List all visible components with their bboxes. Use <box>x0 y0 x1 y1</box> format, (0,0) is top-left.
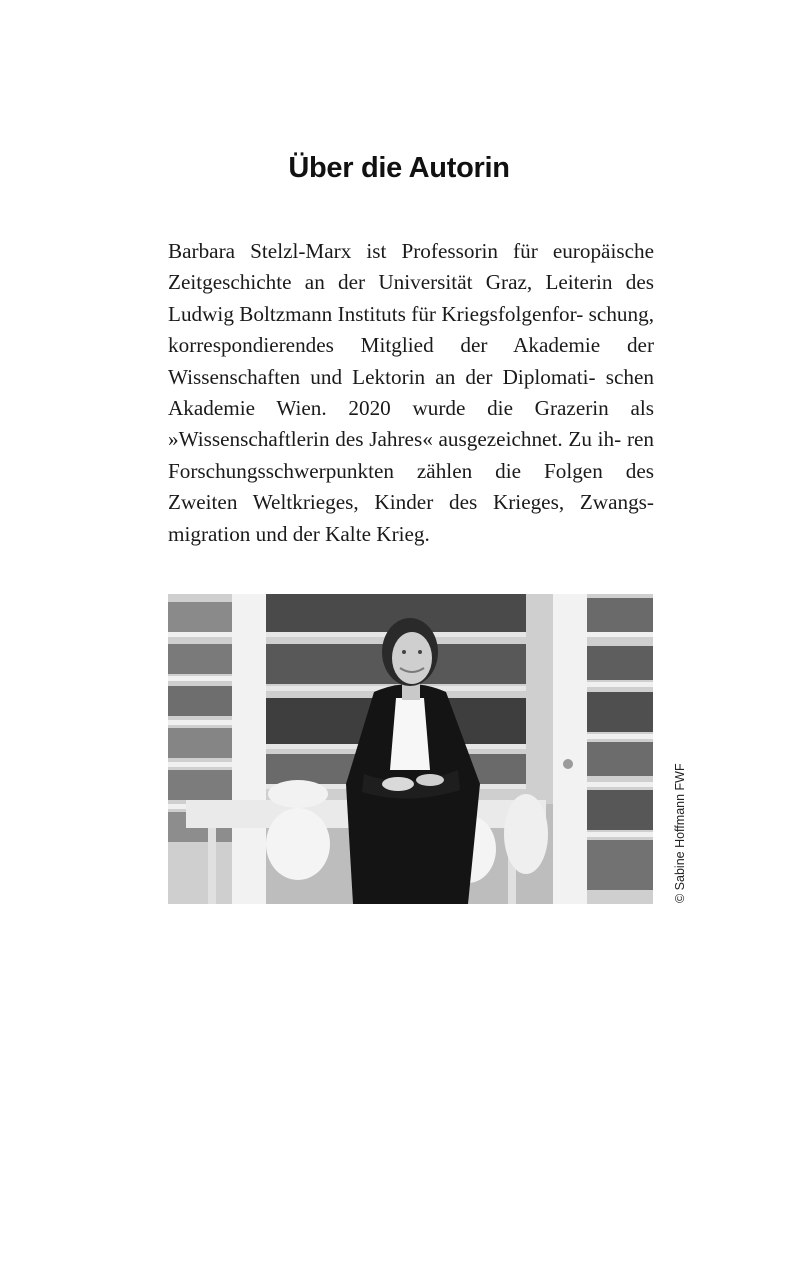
bio-line: Zweiten Weltkrieges, Kinder des Krieges, Zwangs- <box>168 490 654 515</box>
bio-line: Barbara Stelzl-Marx ist Professorin für europäische <box>168 239 654 263</box>
bio-line: »Wissenschaftlerin des Jahres« ausgezeichnet. Zu ih- <box>168 427 622 452</box>
bio-line: schen Akademie Wien. 2020 wurde die Grazerin als <box>168 364 655 421</box>
bio-line: schung, korrespondierendes Mitglied der Akademie <box>168 301 654 358</box>
author-bio <box>168 236 654 550</box>
bio-line: Ludwig Boltzmann Instituts für Kriegsfolgenfor- <box>168 301 584 326</box>
bio-line: ren Forschungsschwerpunkten zählen die Folgen des <box>168 427 655 483</box>
bio-line: migration und der Kalte Krieg. <box>168 521 430 546</box>
author-photo-illustration <box>168 594 653 904</box>
bio-line: der Wissenschaften und Lektorin an der Diplomati- <box>168 333 655 389</box>
photo-credit: © Sabine Hoffmann FWF <box>673 763 687 903</box>
bio-line: Zeitgeschichte an der Universität Graz, Leiterin des <box>168 270 654 295</box>
author-photo <box>168 594 653 904</box>
page-title: Über die Autorin <box>288 152 510 185</box>
